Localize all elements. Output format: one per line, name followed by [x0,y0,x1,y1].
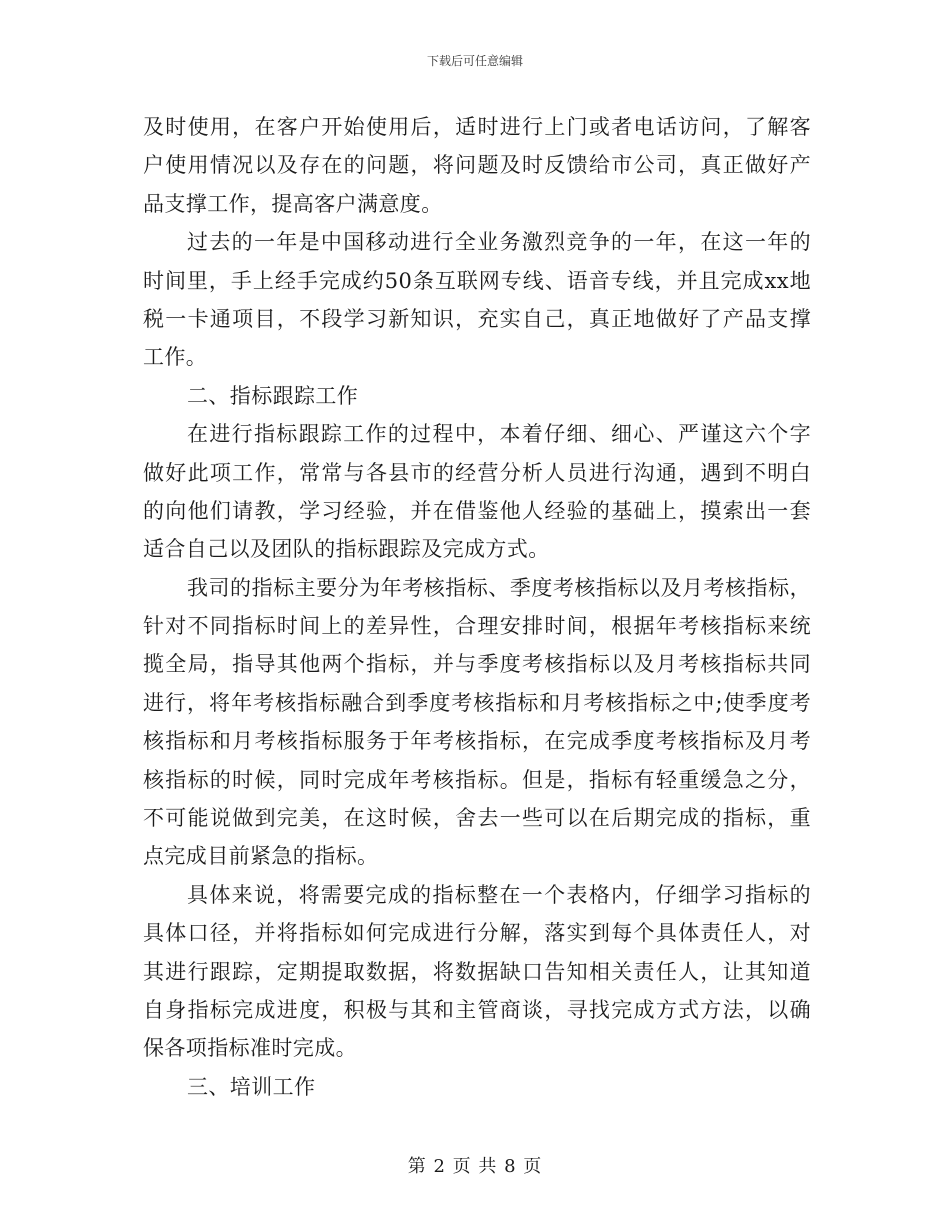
text-line: 二、指标跟踪工作 [187,383,359,408]
text-line: 工作。 [143,345,208,370]
text-line: 自身指标完成进度，积极与其和主管商谈，寻找完成方式方法，以确 [143,997,811,1022]
text-line: 的向他们请教，学习经验，并在借鉴他人经验的基础上，摸索出一套 [143,498,811,523]
text-line: 在进行指标跟踪工作的过程中，本着仔细、细心、严谨这六个字 [187,422,811,447]
page-header-note: 下载后可任意编辑 [426,54,523,68]
text-line: 其进行跟踪，定期提取数据，将数据缺口告知相关责任人，让其知道 [143,959,811,984]
page-number-footer: 第 2 页 共 8 页 [407,1156,543,1177]
text-line: 户使用情况以及存在的问题，将问题及时反馈给市公司，真正做好产 [143,153,811,178]
text-line: 针对不同指标时间上的差异性，合理安排时间，根据年考核指标来统 [143,614,811,639]
text-line: 不可能说做到完美，在这时候，舍去一些可以在后期完成的指标，重 [143,806,811,831]
text-line: 核指标的时候，同时完成年考核指标。但是，指标有轻重缓急之分， [143,767,811,792]
text-line: 具体来说，将需要完成的指标整在一个表格内，仔细学习指标的 [187,882,811,907]
text-line: 时间里，手上经手完成约50条互联网专线、语音专线，并且完成xx地 [143,268,811,293]
text-line: 我司的指标主要分为年考核指标、季度考核指标以及月考核指标， [187,575,811,600]
text-line: 三、培训工作 [187,1074,316,1099]
text-line: 适合自己以及团队的指标跟踪及完成方式。 [143,537,550,562]
text-line: 做好此项工作，常常与各县市的经营分析人员进行沟通，遇到不明白 [143,460,811,485]
document-body [143,108,811,1106]
text-line: 税一卡通项目，不段学习新知识，充实自己，真正地做好了产品支撑 [143,306,811,331]
text-line: 核指标和月考核指标服务于年考核指标，在完成季度考核指标及月考 [143,729,811,754]
text-line: 点完成目前紧急的指标。 [143,844,379,869]
text-line: 具体口径，并将指标如何完成进行分解，落实到每个具体责任人，对 [143,921,811,946]
text-line: 品支撑工作，提高客户满意度。 [143,191,443,216]
text-line: 及时使用，在客户开始使用后，适时进行上门或者电话访问，了解客 [143,115,811,139]
text-line: 揽全局，指导其他两个指标，并与季度考核指标以及月考核指标共同 [143,652,811,677]
text-line: 保各项指标准时完成。 [143,1036,357,1061]
text-line: 进行，将年考核指标融合到季度考核指标和月考核指标之中;使季度考 [143,690,811,715]
text-line: 过去的一年是中国移动进行全业务激烈竞争的一年，在这一年的 [187,230,811,255]
